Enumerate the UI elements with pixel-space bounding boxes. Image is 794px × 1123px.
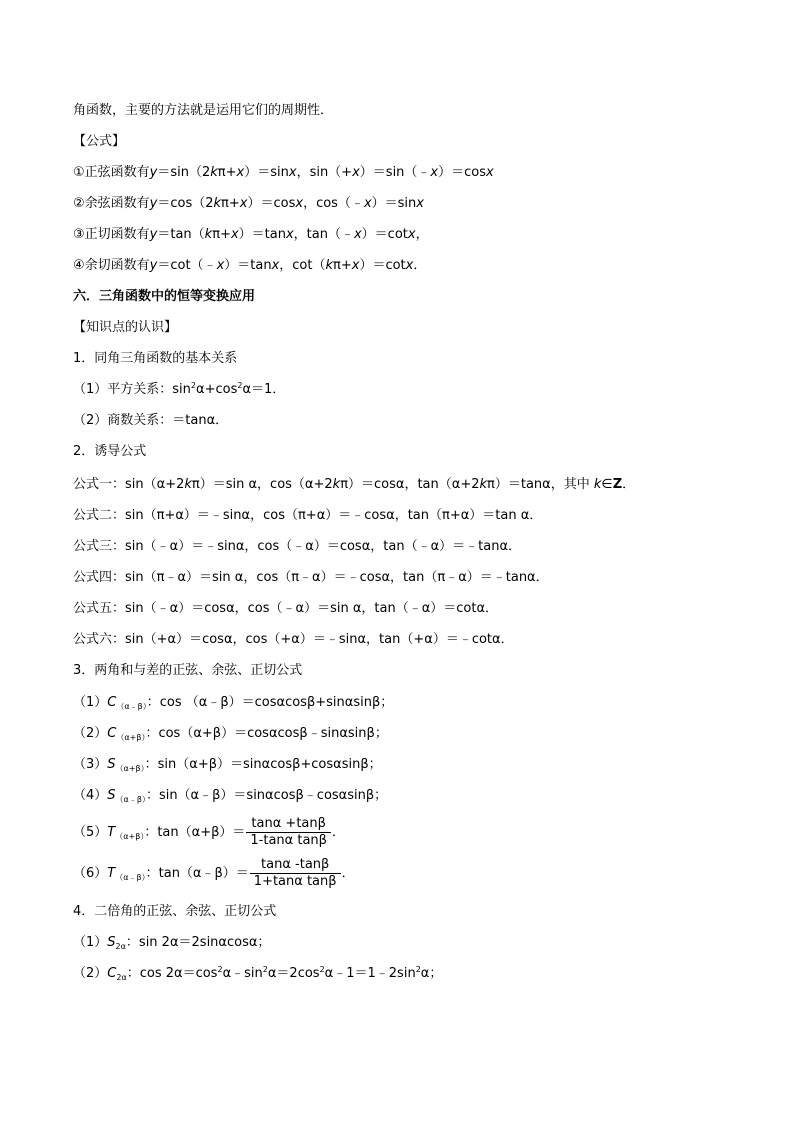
fraction-numerator: tanα +tanβ [246, 816, 331, 833]
fraction [246, 816, 331, 849]
formula-line: $(1)C_{(\alpha﹣\beta)}$：cos （α﹣β）＝cosαcosβ+sinαsinβ； [73, 695, 394, 711]
section-heading: 【公式】 [73, 134, 126, 149]
section-heading: 【知识点的认识】 [73, 320, 178, 335]
formula-line: $(2)C_{2\alpha}$：$\cos 2\alpha=\cos^2\alpha﹣\sin^2\alpha=2\cos^2\alpha﹣1=1﹣2\sin^2\alpha$； [73, 965, 443, 982]
formula-line: $(2)C_{(\alpha+\beta)}$：cos（α+β）＝cosαcosβ﹣sinαsinβ； [73, 726, 388, 742]
formula-line: ④余切函数有y＝cot（﹣x）＝tanx，cot（kπ+x）＝cotx． [73, 258, 427, 273]
formula-line: 公式三：sin（﹣α）＝﹣sinα，cos（﹣α）＝cosα，tan（﹣α）＝﹣tanα． [73, 539, 522, 554]
chapter-heading: 六．三角函数中的恒等变换应用 [73, 289, 256, 304]
subsection-heading: 4．二倍角的正弦、余弦、正切公式 [73, 904, 277, 919]
fraction [250, 857, 341, 890]
subsection-heading: 1．同角三角函数的基本关系 [73, 351, 238, 366]
formula-line: $(6)T_{(\alpha﹣\beta)}$：tan（α﹣β）＝ $\frac{\tan\alpha -\tan\beta}{\text{1+tanα tanβ}}$ ． [73, 857, 355, 889]
formula-line: 公式二：sin（π+α）＝﹣sinα，cos（π+α）＝﹣cosα，tan（π+α）＝tan α． [73, 508, 543, 523]
formula-line: 公式四：sin（π﹣α）＝sin α，cos（π﹣α）＝﹣cosα，tan（π﹣α）＝﹣tanα． [73, 570, 549, 585]
fraction-denominator: 1-tanα tanβ [250, 833, 327, 848]
formula-line: 公式六：sin（+α）＝cosα，cos（+α）＝﹣sinα，tan（+α）＝﹣cotα． [73, 632, 514, 647]
text-line: 角函数，主要的方法就是运用它们的周期性． [73, 103, 334, 118]
fraction-numerator: tanα -tanβ [250, 857, 341, 874]
formula-line: ③正切函数有y＝tan（kπ+x）＝tanx，tan（﹣x）＝cotx， [73, 227, 429, 242]
formula-line: $(3)S_{(\alpha+\beta)}$：sin（α+β）＝sinαcosβ+cosαsinβ； [73, 757, 382, 773]
subsection-heading: 2．诱导公式 [73, 444, 147, 459]
formula-line: ①正弦函数有y＝sin（2kπ+x）＝sinx，sin（+x）＝sin（﹣x）＝cosx [73, 165, 494, 180]
formula-line: $(5)T_{(\alpha+\beta)}$：tan（α+β）＝ $\frac{\tan\alpha +\tan\beta}{\text{1-tanα tanβ}}$ ． [73, 816, 345, 848]
formula-line: 公式一：sin（α+2kπ）＝sin α，cos（α+2kπ）＝cosα，tan（α+2kπ）＝tanα，其中 k∈Z． [73, 477, 636, 492]
formula-line: $(1)S_{2\alpha}$：sin 2α＝2sinαcosα； [73, 935, 271, 951]
subsection-heading: 3．两角和与差的正弦、余弦、正切公式 [73, 663, 303, 678]
formula-line: 公式五：sin（﹣α）＝cosα，cos（﹣α）＝sin α，tan（﹣α）＝cotα． [73, 601, 499, 616]
formula-line: $(4)S_{(\alpha﹣\beta)}$：sin（α﹣β）＝sinαcosβ﹣cosαsinβ； [73, 788, 388, 804]
fraction-denominator: 1+tanα tanβ [253, 874, 337, 889]
formula-line: （2）商数关系：＝tanα． [73, 413, 229, 428]
formula-line: （1）平方关系：$\sin^2\alpha+\cos^2\alpha=1$． [73, 381, 286, 397]
formula-line: ②余弦函数有y＝cos（2kπ+x）＝cosx，cos（﹣x）＝sinx [73, 196, 424, 211]
